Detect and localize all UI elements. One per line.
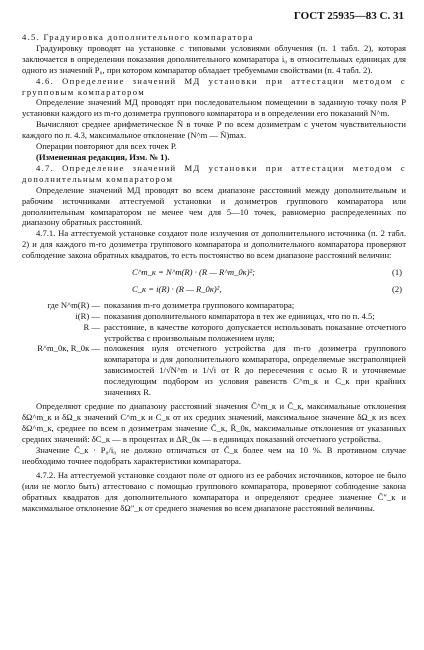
paragraph: Градуировку проводят на установке с типовыми условиями облучения (п. 1 табл. 2), которая заключается в определении показания дополнительного компаратора i₀ в относительных единицах для одного из значений P₀, при котором компаратор обладает требуемыми свойствами (п. 4 табл. 2). [22, 42, 406, 75]
definition-term: i(R) — [75, 310, 100, 321]
paragraph: Определение значений МД проводят при последовательном помещении в заданную точку поля P установки каждого из m-го дозиметра группового компаратора и в определении его показаний N^m. [22, 97, 406, 119]
section-heading: 4.7. Определение значений МД установки при аттестации методом с дополнительным компаратором [22, 162, 406, 184]
definition-term: R — [83, 321, 100, 332]
paragraph: Операции повторяют для всех точек P. [36, 141, 177, 152]
page-header: ГОСТ 25935—83 С. 31 [293, 10, 404, 22]
definition-term: где N^m(R) — [47, 299, 100, 310]
definition-row [22, 300, 406, 311]
paragraph: Вычисляют среднее арифметическое N̄ в точке P по всем дозиметрам с учетом чувствительности каждого по п. 4.3, максимальное отклонение (N^m — N̄)max. [22, 119, 406, 141]
section-heading: 4.6. Определение значений МД установки при аттестации методом с групповым компаратором [22, 75, 406, 97]
definition-row [22, 322, 406, 344]
paragraph: Определяют средние по диапазону расстояний значения C̄^m_к и C̄_к, максимальные отклонения δΩ^m_к и δΩ_к значений C^m_к и C_к от их средних значений, максимальное значение δΩ_к из всех δΩ^m_к, среднее по всем n дозиметрам значение C̄_к, R̄_0к, максимальные отклонения от указанных средних значений: δC_к — в процентах и ΔR_0к — в единицах показаний отсчетного устройства. [22, 401, 406, 444]
definition-text: показания m-го дозиметра группового компаратора; [104, 299, 295, 310]
formula-expression: C^m_к = N^m(R) · (R — R^m_0к)²; [132, 267, 256, 278]
definition-text: расстояние, в качестве которого допускается использовать показание отсчетного устройства с произвольным положением нуля; [104, 321, 406, 343]
definition-text: показания дополнительного компаратора в тех же единицах, что по п. 4.5; [104, 310, 375, 321]
definition-row [22, 311, 406, 322]
definition-text: положения нуля отсчетного устройства для m-го дозиметра группового компаратора и для дополнительного компаратора, определяемые экстраполяцией зависимостей 1/√N^m и 1/√i от R до пересечения с осью R и уточняемые последующим подбором из условия равенств C^m_к и C_к при крайних значениях R. [104, 343, 406, 398]
formula-number: (1) [391, 267, 402, 278]
definition-row [22, 343, 406, 398]
document-body [22, 32, 406, 514]
paragraph: 4.7.1. На аттестуемой установке создают поле излучения от дополнительного источника (п. 2 табл. 2) и для каждого m-го дозиметра группового компаратора и дополнительного компаратора проверяют соблюдение закона обратных квадратов, то есть постоянство во всем диапазоне расстояний величин: [22, 228, 406, 261]
formula-expression: C_к = i(R) · (R — R_0к)², [132, 283, 222, 294]
section-heading: 4.5. Градуировка дополнительного компаратора [22, 32, 254, 42]
definition-list [22, 300, 406, 398]
paragraph: 4.7.2. На аттестуемой установке создают поле от одного из ее рабочих источников, которое не было (или не могло быть) аттестовано с помощью группового компаратора, проверяют соблюдение закона обратных квадратов для дополнительного компаратора и определяют среднее значение C̄″_к и максимальное отклонение δΩ″_к от среднего значения во всем диапазоне расстояний величины. [22, 470, 406, 514]
paragraph: Значение C̄_к · P₀/i₀ не должно отличаться от C̄_к более чем на 10 %. В противном случае необходимо точнее подобрать характеристики компаратора. [22, 444, 406, 466]
formula-number: (2) [391, 283, 402, 294]
formula-1 [22, 267, 406, 278]
definition-term: R^m_0к, R_0к — [37, 343, 100, 354]
paragraph: Определение значений МД проводят во всем диапазоне расстояний между дополнительным и рабочим источниками аттестуемой установки и дозиметров группового компаратора или дополнительным компаратором не менее чем для 5—10 точек, равномерно распределенных по диапазону обратных расстояний. [22, 184, 406, 228]
amendment-note: (Измененная редакция, Изм. № 1). [36, 151, 170, 162]
formula-2 [22, 284, 406, 295]
